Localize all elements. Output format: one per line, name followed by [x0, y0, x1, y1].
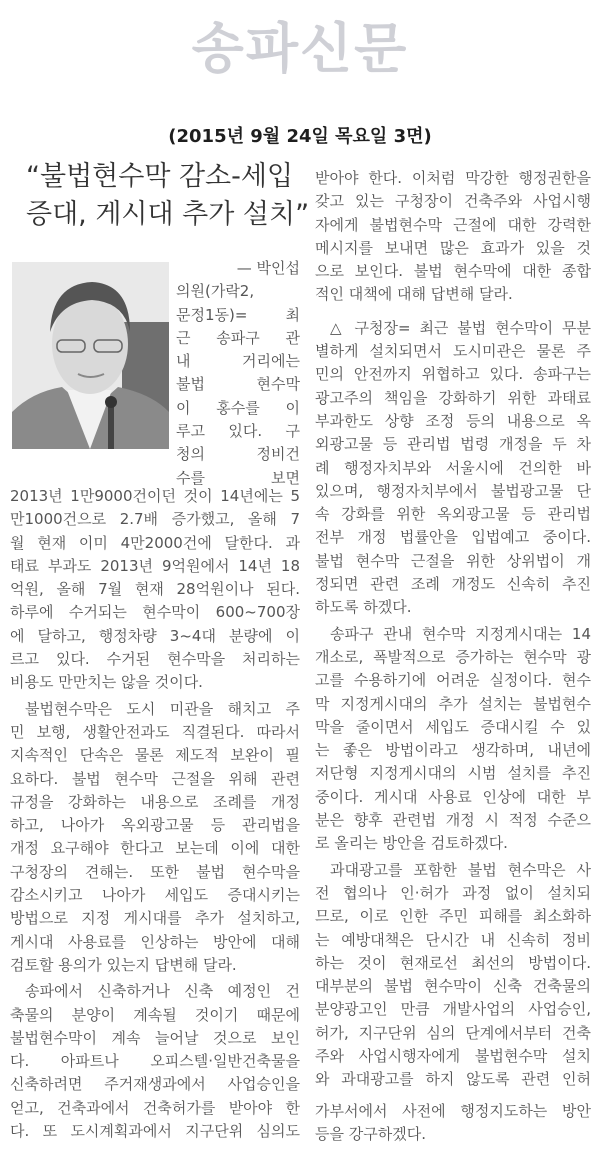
text-line: 전 협의나 인·허가 과정 없이 설치되 — [315, 883, 591, 902]
text-line: 광고주의 책임을 강화하기 위한 과태료 — [315, 388, 591, 407]
text-line: 중이다. 게시대 사용료 인상에 대한 부 — [315, 787, 591, 806]
text-line: 로 올리는 방안을 검토하겠다. — [315, 834, 508, 853]
text-line: 받아야 한다. 이처럼 막강한 행정권한을 — [315, 169, 591, 187]
article-headline — [26, 158, 309, 234]
text-line: 다. 아파트나 오피스텔·일반건축물을 — [10, 1052, 300, 1071]
text-line: 하도록 하겠다. — [315, 598, 412, 617]
text-line: 전부 개정 법률안을 입법예고 중이다. — [315, 528, 591, 547]
text-line: 2013년 1만9000건이던 것이 14년에는 5 — [10, 487, 300, 505]
text-line: 감소시키고 나아가 세입도 증대시키는 — [10, 886, 300, 905]
text-line: 불법 현수막 근절을 위한 상위법이 개 — [315, 551, 591, 570]
text-line: 가부서에서 사전에 행정지도하는 방안 — [315, 1101, 591, 1120]
text-line: 의원(가락2, — [176, 282, 255, 301]
text-line: — 박인섭 — [236, 259, 300, 277]
text-line: 자에게 불법현수막 근절에 대한 강력한 — [315, 215, 591, 234]
text-line: 는 좋은 방법이라고 생각하며, 내년에 — [315, 741, 591, 760]
text-line: 갖고 있는 구청장이 건축주와 사업시행 — [315, 192, 591, 211]
text-line: 비용도 만만치는 않을 것이다. — [10, 673, 203, 692]
text-line: 검토할 용의가 있는지 답변해 달라. — [10, 955, 237, 974]
text-line: 고를 수용하기에 어려운 실정이다. 현수 — [315, 671, 591, 690]
text-line: 있으며, 행정자치부에서 불법광고물 단 — [315, 481, 591, 500]
headline-line: 증대, 게시대 추가 설치” — [26, 199, 310, 230]
text-line: 내 거리에는 — [176, 352, 300, 371]
text-line: 다. 또 도시계획과에서 지구단위 심의도 — [10, 1122, 300, 1141]
text-line: 외광고물 등 관리법 법령 개정을 두 차 — [315, 435, 591, 454]
text-line: 메시지를 보내면 많은 효과가 있을 것 — [315, 238, 591, 257]
text-line: 과대광고를 포함한 불법 현수막은 사 — [330, 860, 591, 879]
article-paragraph — [315, 623, 591, 856]
article-paragraph — [10, 485, 300, 695]
text-line: 게시대 사용료를 인상하는 방안에 대해 — [10, 932, 300, 951]
text-line: 허가, 지구단위 심의 단계에서부터 건축 — [315, 1023, 591, 1042]
text-line: 지속적인 단속은 물론 제도적 보완이 필 — [10, 746, 300, 765]
text-line: 정되면 관련 조례 개정도 신속히 추진 — [315, 575, 591, 594]
text-line: 주와 사업시행자에게 불법현수막 설치 — [315, 1046, 591, 1065]
text-line: 르고 있다. 수거된 현수막을 처리하는 — [10, 650, 300, 669]
text-line: 분은 향후 관련법 개정 시 적정 수준으 — [315, 811, 591, 830]
text-line: 분양광고인 만큼 개발사업의 사업승인, — [315, 1000, 591, 1019]
text-line: 저단형 지정게시대의 시범 설치를 추진 — [315, 764, 591, 783]
councilor-photo — [12, 262, 169, 449]
text-line: 므로, 이로 인한 주민 피해를 최소화하 — [315, 907, 591, 926]
portrait-image — [12, 262, 169, 449]
text-line: 월 현재 이미 4만2000건에 달한다. 과 — [10, 533, 300, 552]
text-line: 요하다. 불법 현수막 근절을 위해 관련 — [10, 769, 300, 788]
article-paragraph — [315, 317, 591, 620]
text-line: 에 달하고, 행정차량 3~4대 분량에 이 — [10, 626, 300, 645]
text-line: 문정1동)= 최 — [176, 305, 300, 324]
text-line: 속 강화를 위한 옥외광고물 등 관리법 — [315, 505, 591, 524]
text-line: 하고, 나아가 옥외광고물 등 관리법을 — [10, 816, 300, 835]
byline-beside-photo — [176, 257, 300, 490]
text-line: 규정을 강화하는 내용으로 조례를 개정 — [10, 792, 300, 811]
text-line: 하루에 수거되는 현수막이 600~700장 — [10, 603, 300, 622]
text-line: 구청장의 견해는. 또한 불법 현수막을 — [10, 862, 300, 881]
text-line: 민의 안전까지 위협하고 있다. 송파구는 — [315, 365, 591, 384]
text-line: △ 구청장= 최근 불법 현수막이 무분 — [330, 318, 591, 337]
publication-dateline: (2015년 9월 24일 목요일 3면) — [168, 126, 432, 147]
text-line: 불법현수막이 계속 늘어날 것으로 보인 — [10, 1028, 300, 1047]
text-line: 막 지정게시대의 추가 설치는 불법현수 — [315, 694, 591, 713]
text-line: 축물의 분양이 계속될 것이기 때문에 — [10, 1005, 300, 1024]
text-line: 적인 대책에 대해 답변해 달라. — [315, 285, 513, 304]
article-paragraph — [10, 980, 300, 1143]
text-line: 하는 것이 현재로선 최선의 방법이다. — [315, 953, 591, 972]
text-line: 억원, 올해 7월 현재 28억원이나 된다. — [10, 580, 300, 599]
text-line: 막을 줄이면서 세입도 증대시킬 수 있 — [315, 717, 591, 736]
text-line: 수를 보면 — [176, 468, 300, 487]
newspaper-masthead: 송파신문 — [191, 17, 409, 80]
text-line: 불법 현수막 — [176, 375, 300, 394]
left-column-body — [10, 485, 300, 1146]
text-line: 얻고, 건축과에서 건축허가를 받아야 한 — [10, 1098, 300, 1117]
text-line: 신축하려면 주거재생과에서 사업승인을 — [10, 1075, 300, 1094]
text-line: 부과한도 상향 조정 등의 내용으로 옥 — [315, 411, 591, 430]
text-line: 만1000건으로 2.7배 증가했고, 올해 7 — [10, 510, 300, 529]
text-line: 방법으로 지정 게시대를 추가 설치하고, — [10, 909, 300, 928]
text-line: 송파에서 신축하거나 신축 예정인 건 — [25, 982, 300, 1001]
text-line: 는 예방대책은 단시간 내 신속히 정비 — [315, 930, 591, 949]
text-line: 례 행정자치부와 서울시에 건의한 바 — [315, 458, 591, 477]
text-line: 별하게 설치되면서 도시미관은 물론 주 — [315, 342, 591, 361]
text-line: 근 송파구 관 — [176, 328, 300, 347]
text-line: 와 과대광고를 하지 않도록 관련 인허 — [315, 1070, 591, 1089]
headline-line: “불법현수막 감소-세입 — [26, 161, 294, 192]
text-line: 태료 부과도 2013년 9억원에서 14년 18 — [10, 556, 300, 575]
text-line: 개소로, 폭발적으로 증가하는 현수막 광 — [315, 647, 591, 666]
text-line: 으로 보인다. 불법 현수막에 대한 종합 — [315, 262, 591, 281]
text-line: 불법현수막은 도시 미관을 해치고 주 — [25, 699, 300, 718]
article-paragraph — [10, 698, 300, 978]
right-column-body — [315, 167, 591, 1149]
text-line: 등을 강구하겠다. — [315, 1124, 426, 1143]
article-paragraph — [315, 167, 591, 307]
text-line: 민 보행, 생활안전과도 직결된다. 따라서 — [10, 722, 300, 741]
text-line: 송파구 관내 현수막 지정게시대는 14 — [330, 624, 591, 643]
text-line: 대부분의 불법 현수막이 신축 건축물의 — [315, 977, 591, 996]
text-line: 이 홍수를 이 — [176, 398, 300, 417]
text-line: 개정 요구해야 한다고 보는데 이에 대한 — [10, 839, 300, 858]
text-line: 청의 정비건 — [176, 445, 300, 464]
article-paragraph — [315, 859, 591, 1147]
text-line: 루고 있다. 구 — [176, 422, 300, 441]
